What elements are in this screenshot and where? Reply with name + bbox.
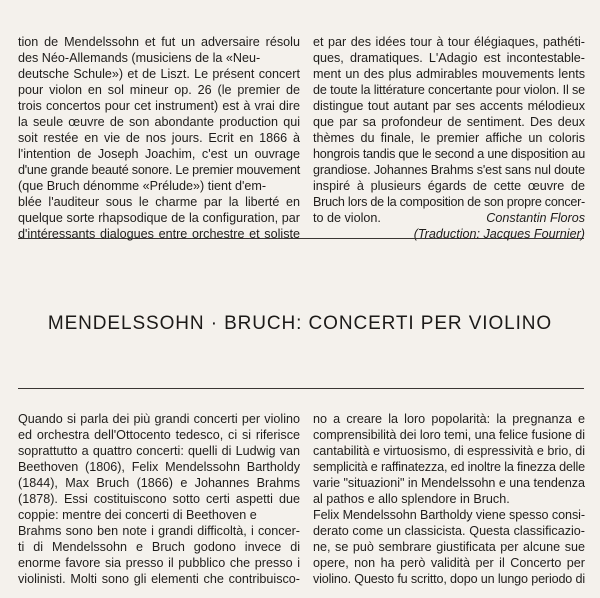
text-line: ed orchestra dell'Ottocento tedesco, ci si riferisce bbox=[18, 428, 300, 442]
text-line: de toute la littérature concertante pour violon. Il se bbox=[313, 83, 585, 97]
text-line: al pathos e allo splendore in Bruch. bbox=[313, 492, 510, 506]
italian-text-right-column bbox=[313, 411, 585, 587]
text-line: l'intention de Joseph Joachim, c'est un ouvrage bbox=[18, 147, 300, 161]
text-line: hongrois tandis que le second a une disposition au bbox=[313, 147, 585, 161]
text-line: blée l'auditeur sous le charme par la liberté en bbox=[18, 195, 300, 209]
text-line: pour violon en sol mineur op. 26 (le premier de bbox=[18, 83, 300, 97]
author-signature: Constantin Floros bbox=[486, 211, 585, 225]
text-line: ques, dramatiques. L'Adagio est incontestable- bbox=[313, 51, 585, 65]
text-line: des Néo-Allemands (musiciens de la «Neu- bbox=[18, 51, 261, 65]
text-line: ment un des plus admirables mouvements lents bbox=[313, 67, 585, 81]
text-line: que par sa profondeur de sentiment. Des deux bbox=[313, 115, 585, 129]
text-line: semplicità e raffinatezza, ed inoltre la finezza delle bbox=[313, 460, 585, 474]
text-line: grandiose. Johannes Brahms s'est sans nul doute bbox=[313, 163, 585, 177]
french-text-right-column bbox=[313, 34, 585, 242]
section-divider-top bbox=[18, 238, 584, 239]
text-line: violinisti. Molti sono gli elementi che contribuisco- bbox=[18, 572, 300, 586]
section-heading: MENDELSSOHN · BRUCH: CONCERTI PER VIOLINO bbox=[47, 313, 553, 334]
text-line: Bruch lors de la composition de son propre concer- bbox=[313, 195, 585, 209]
text-line: thèmes du finale, le premier affiche un coloris bbox=[313, 131, 585, 145]
italian-text-left-column bbox=[18, 411, 300, 587]
text-line: ne, se può sembrare giustificata per alcune sue bbox=[313, 540, 585, 554]
text-line: opere, non ha però validità per il Concerto per bbox=[313, 556, 585, 570]
text-line: coppie: mentre dei concerti di Beethoven e bbox=[18, 508, 257, 522]
text-line: la seule œuvre de son abondante production qui bbox=[18, 115, 300, 129]
text-line: distingue tout autant par ses accents mélodieux bbox=[313, 99, 585, 113]
text-line: tion de Mendelssohn et fut un adversaire résolu bbox=[18, 35, 300, 49]
text-line: d'une grande beauté sonore. Le premier mouvement bbox=[18, 163, 300, 177]
text-line: Brahms sono ben note i grandi difficoltà, i concer- bbox=[18, 524, 300, 538]
text-line: comprensibilità dei loro temi, una felice fusione di bbox=[313, 428, 586, 442]
text-line: Quando si parla dei più grandi concerti per violino bbox=[18, 412, 300, 426]
text-line: ti di Mendelssohn e Bruch godono invece di bbox=[18, 540, 300, 554]
text-line: no a creare la loro popolarità: la pregnanza e bbox=[313, 412, 585, 426]
text-line: Felix Mendelssohn Bartholdy viene spesso consi- bbox=[313, 508, 585, 522]
text-line: trois concertos pour cet instrument) est à vrai dire bbox=[18, 99, 300, 113]
text-line: (que Bruch dénomme «Prélude») tient d'em- bbox=[18, 179, 267, 193]
text-line: soit restée en vie de nos jours. Ecrit en 1866 à bbox=[18, 131, 300, 145]
text-line: to de violon. bbox=[313, 211, 381, 225]
text-line: et par des idées tour à tour élégiaques, pathéti- bbox=[313, 35, 585, 49]
text-line: quelque sorte rhapsodique de la configuration, par bbox=[18, 211, 300, 225]
french-text-left-column bbox=[18, 34, 300, 242]
translation-credit: (Traduction: Jacques Fournier) bbox=[413, 227, 585, 241]
text-line: Beethoven (1806), Felix Mendelssohn Bartholdy bbox=[18, 460, 300, 474]
text-line: (1878). Essi costituiscono sotto certi aspetti due bbox=[18, 492, 300, 506]
text-line: inspiré à plusieurs égards de cette œuvre de bbox=[313, 179, 585, 193]
text-line: varie "situazioni" in Mendelssohn e una tendenza bbox=[313, 476, 585, 490]
text-line: deutsche Schule») et de Liszt. Le présent concert bbox=[18, 67, 300, 81]
text-line: soprattutto a quattro concerti: quelli di Ludwig van bbox=[18, 444, 300, 458]
text-line: d'intéressants dialogues entre orchestre et soliste bbox=[18, 227, 300, 241]
text-line: violino. Questo fu scritto, dopo un lungo periodo di bbox=[313, 572, 585, 586]
text-line: enorme favore sia presso il pubblico che presso i bbox=[18, 556, 300, 570]
section-divider-bottom bbox=[18, 388, 584, 389]
text-line: (1844), Max Bruch (1866) e Johannes Brahms bbox=[18, 476, 300, 490]
text-line: derato come un classicista. Questa classificazio- bbox=[313, 524, 585, 538]
text-line: cantabilità e virtuosismo, di espressività e brio, di bbox=[313, 444, 585, 458]
